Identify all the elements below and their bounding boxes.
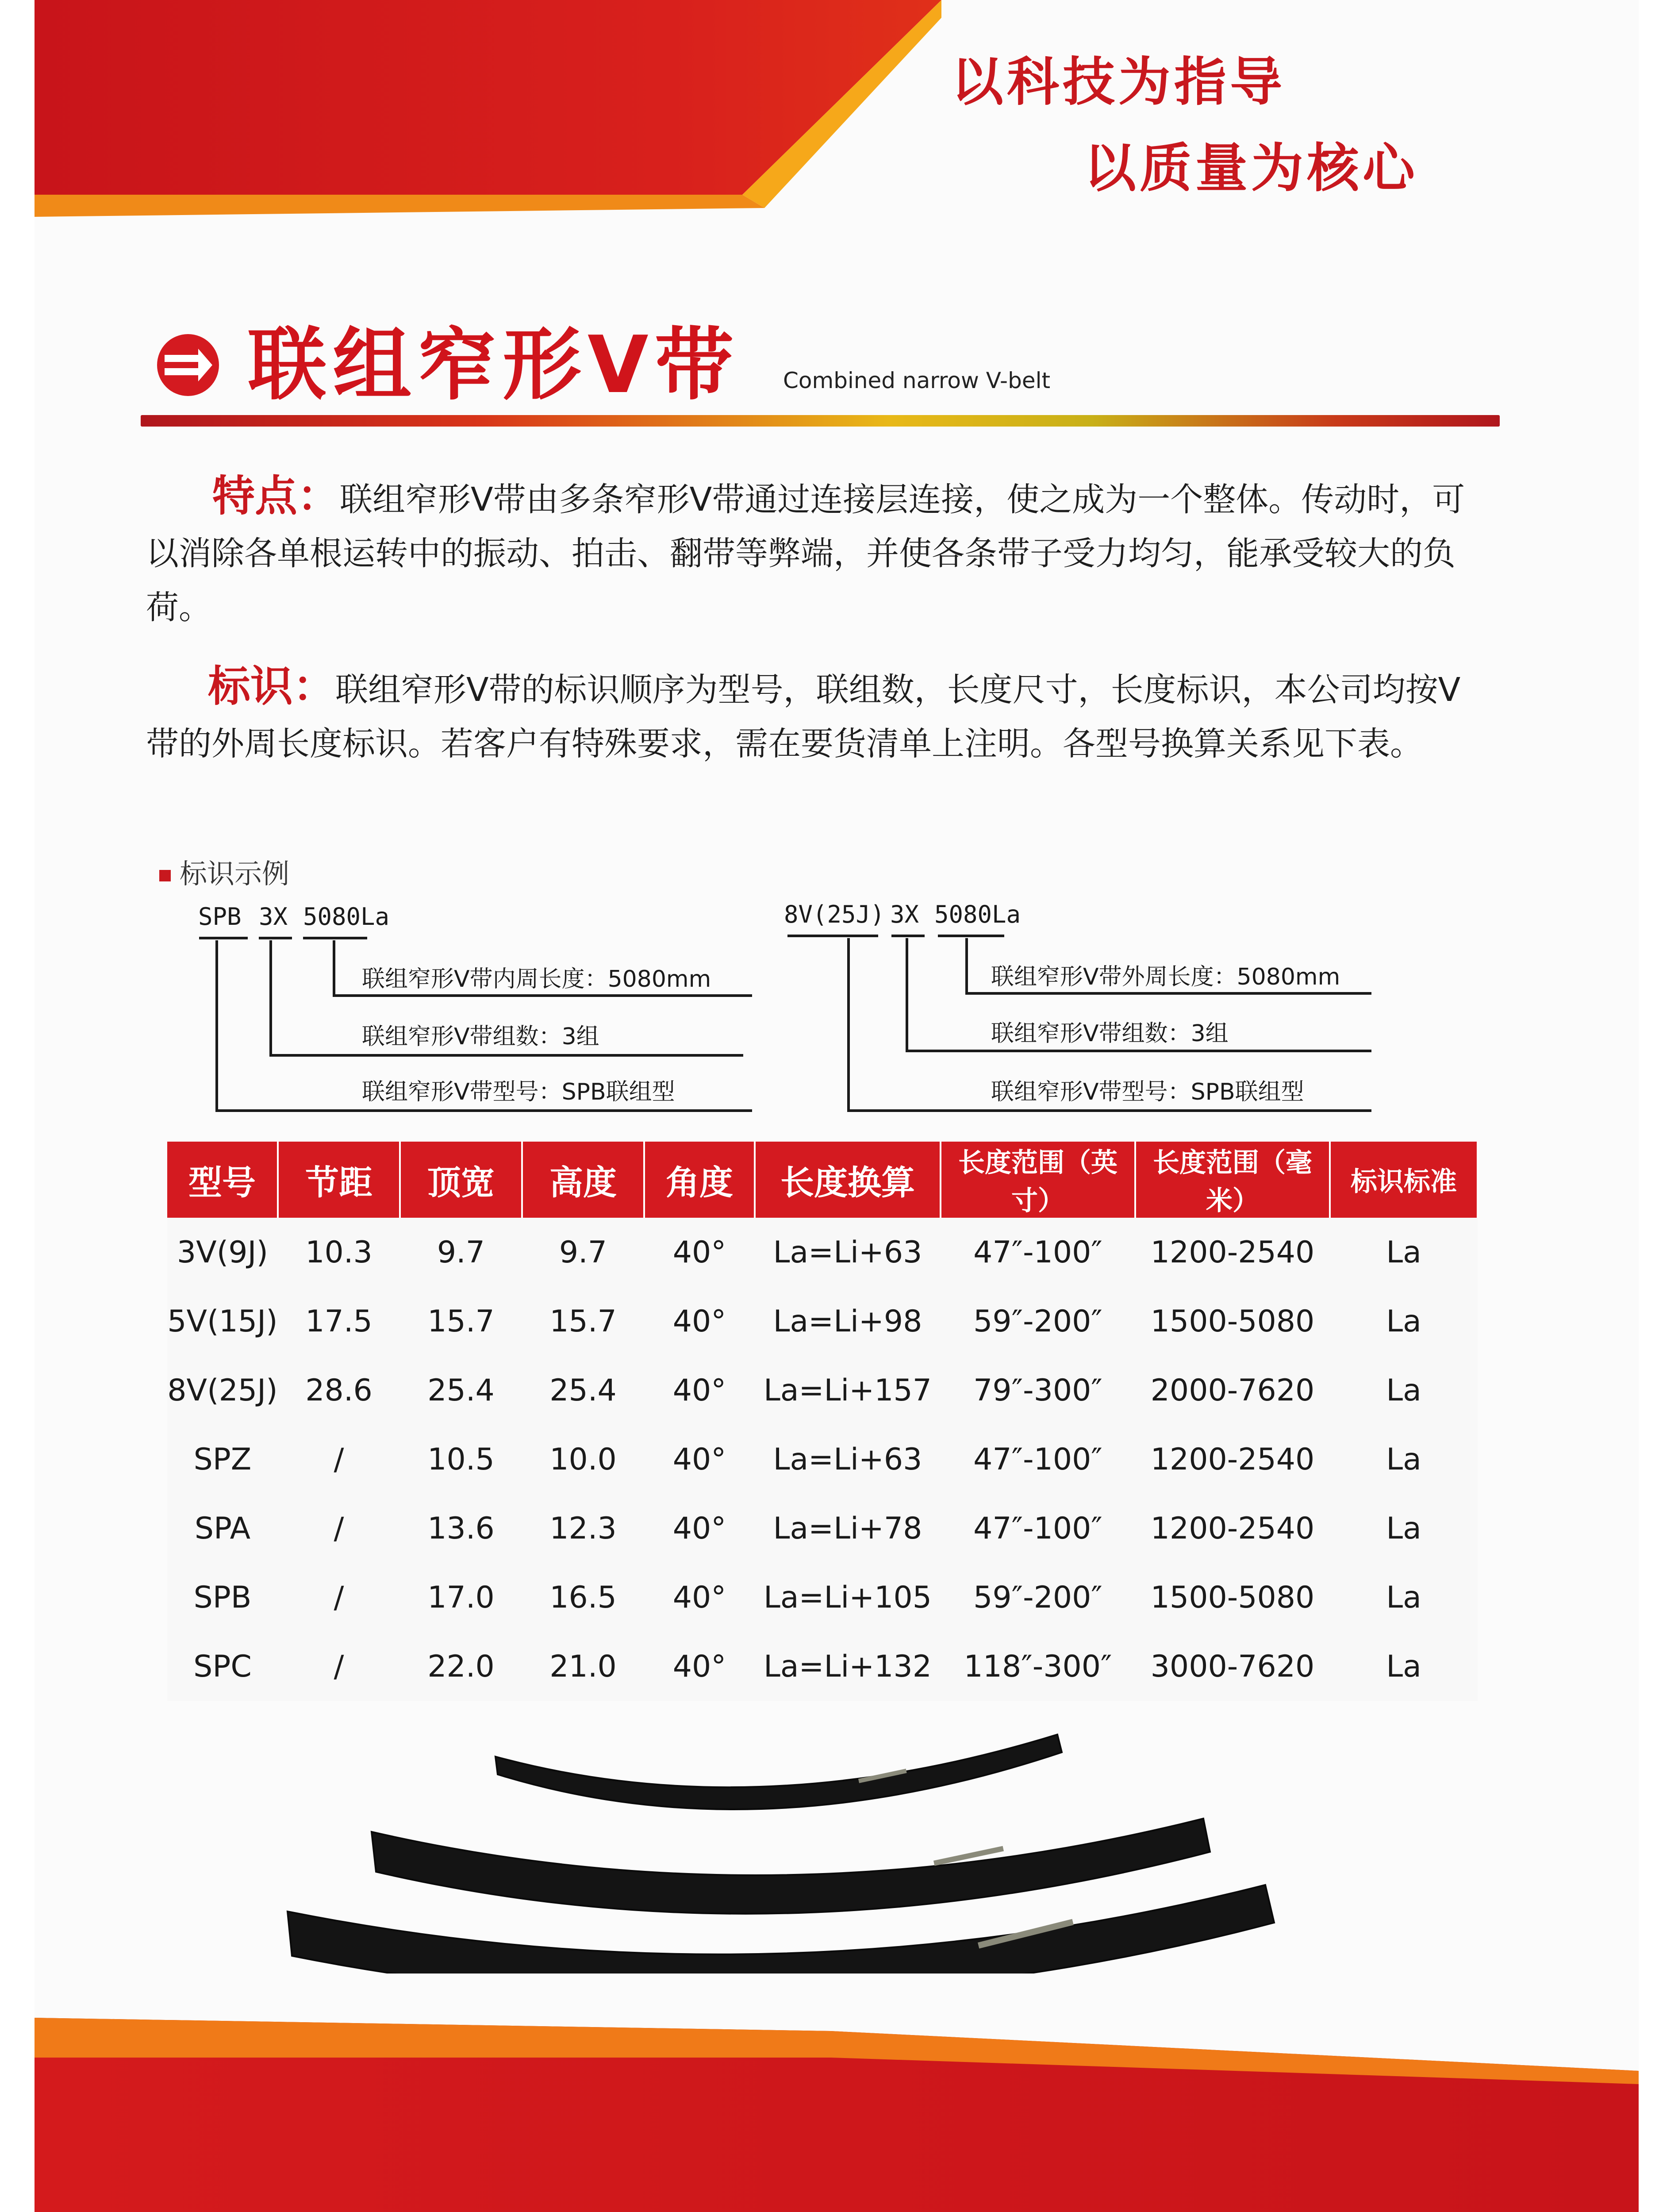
table-cell: 47″-100″ (973, 1511, 1102, 1546)
table-cell: 1200-2540 (1150, 1235, 1315, 1270)
table-row (167, 1287, 1478, 1356)
table-cell: 15.7 (427, 1304, 495, 1339)
table-cell: 79″-300″ (973, 1373, 1102, 1408)
table-header: 高度 (522, 1142, 644, 1218)
table-cell: La=Li+63 (773, 1235, 922, 1270)
table-header: 节距 (278, 1142, 400, 1218)
example-left-length: 5080La (303, 903, 390, 931)
table-header: 标识标准 (1330, 1142, 1478, 1218)
table-cell: 40° (672, 1442, 726, 1477)
example-left-type-label: 联组窄形V带型号：SPB联组型 (362, 1079, 675, 1105)
table-cell: 5V(15J) (167, 1304, 278, 1339)
spec-table (167, 1142, 1479, 1701)
table-cell: 40° (672, 1235, 726, 1270)
table-cell: SPB (193, 1580, 252, 1615)
example-left-type: SPB (198, 903, 242, 931)
table-cell: / (334, 1511, 344, 1546)
table-cell: 13.6 (427, 1511, 495, 1546)
table-body (167, 1218, 1478, 1701)
table-cell: 9.7 (559, 1235, 607, 1270)
bottom-red-banner (35, 2018, 1639, 2212)
table-cell: La (1386, 1580, 1421, 1615)
table-header-row (167, 1142, 1478, 1218)
example-right-type-label: 联组窄形V带型号：SPB联组型 (991, 1079, 1304, 1105)
table-cell: SPC (193, 1649, 252, 1684)
table-cell: 1200-2540 (1150, 1511, 1315, 1546)
table-cell: La=Li+98 (773, 1304, 922, 1339)
table-cell: 16.5 (549, 1580, 617, 1615)
table-cell: 40° (672, 1511, 726, 1546)
table-cell: 22.0 (427, 1649, 495, 1684)
table-cell: La=Li+132 (763, 1649, 932, 1684)
table-cell: 40° (672, 1580, 726, 1615)
table-row (167, 1563, 1478, 1632)
table-cell: 1500-5080 (1150, 1304, 1315, 1339)
table-cell: / (334, 1649, 344, 1684)
table-row (167, 1494, 1478, 1563)
table-cell: 118″-300″ (964, 1649, 1112, 1684)
table-cell: 17.5 (305, 1304, 373, 1339)
marking-label: 标识： (208, 662, 335, 711)
table-header: 长度范围（毫米） (1135, 1142, 1330, 1218)
table-cell: 10.5 (427, 1442, 495, 1477)
table-header: 角度 (644, 1142, 755, 1218)
belt-product-photo (248, 1726, 1310, 1973)
example-heading-text: 标识示例 (180, 858, 290, 890)
table-cell: 59″-200″ (973, 1580, 1102, 1615)
table-cell: 40° (672, 1649, 726, 1684)
example-left-groups: 3X (259, 903, 288, 931)
table-row (167, 1425, 1478, 1494)
table-cell: 40° (672, 1373, 726, 1408)
table-cell: 25.4 (427, 1373, 495, 1408)
table-header: 顶宽 (400, 1142, 522, 1218)
table-row (167, 1632, 1478, 1701)
example-right-groups-label: 联组窄形V带组数：3组 (991, 1020, 1229, 1047)
features-text: 联组窄形V带由多条窄形V带通过连接层连接，使之成为一个整体。传动时，可以消除各单根运转中的振动、拍击、翻带等弊端，并使各条带子受力均匀，能承受较大的负荷。 (146, 481, 1465, 627)
marking-text: 联组窄形V带的标识顺序为型号，联组数，长度尺寸，长度标识，本公司均按V带的外周长度标识。若客户有特殊要求，需在要货清单上注明。各型号换算关系见下表。 (146, 671, 1461, 763)
table-cell: La=Li+105 (763, 1580, 932, 1615)
example-right-length-label: 联组窄形V带外周长度：5080mm (991, 964, 1340, 990)
features-label: 特点： (212, 471, 340, 521)
table-cell: 1500-5080 (1150, 1580, 1315, 1615)
example-left-groups-label: 联组窄形V带组数：3组 (362, 1023, 599, 1050)
table-cell: 1200-2540 (1150, 1442, 1315, 1477)
table-cell: SPA (194, 1511, 251, 1546)
table-cell: 40° (672, 1304, 726, 1339)
table-cell: 2000-7620 (1150, 1373, 1315, 1408)
table-cell: / (334, 1442, 344, 1477)
table-cell: / (334, 1580, 344, 1615)
table-cell: 21.0 (549, 1649, 617, 1684)
table-cell: 28.6 (305, 1373, 373, 1408)
table-cell: 59″-200″ (973, 1304, 1102, 1339)
table-cell: 47″-100″ (973, 1235, 1102, 1270)
table-row (167, 1218, 1478, 1287)
table-row (167, 1356, 1478, 1425)
example-left-length-label: 联组窄形V带内周长度：5080mm (362, 966, 711, 993)
table-cell: La (1386, 1373, 1421, 1408)
table-cell: 10.0 (549, 1442, 617, 1477)
table-header: 型号 (167, 1142, 278, 1218)
table-cell: La (1386, 1235, 1421, 1270)
table-cell: 15.7 (549, 1304, 617, 1339)
table-cell: 10.3 (305, 1235, 373, 1270)
slogan-2: 以质量为核心 (1084, 138, 1419, 199)
table-header: 长度范围（英寸） (941, 1142, 1135, 1218)
table-cell: 3000-7620 (1150, 1649, 1315, 1684)
example-right-groups: 3X (890, 900, 919, 928)
table-header: 长度换算 (755, 1142, 941, 1218)
page-title-english: Combined narrow V-belt (783, 368, 1051, 393)
table-cell: 3V(9J) (177, 1235, 269, 1270)
table-cell: La=Li+157 (763, 1373, 932, 1408)
table-cell: 12.3 (549, 1511, 617, 1546)
example-right-type: 8V(25J) (784, 900, 885, 928)
table-cell: 9.7 (437, 1235, 485, 1270)
table-cell: La (1386, 1511, 1421, 1546)
slogan-1: 以科技为指导 (951, 51, 1286, 112)
table-cell: La (1386, 1304, 1421, 1339)
table-cell: La (1386, 1442, 1421, 1477)
example-right-length: 5080La (934, 900, 1021, 928)
table-cell: La=Li+63 (773, 1442, 922, 1477)
table-cell: SPZ (193, 1442, 252, 1477)
page-title: 联组窄形V带 (248, 319, 740, 411)
table-cell: 8V(25J) (167, 1373, 278, 1408)
table-cell: La=Li+78 (773, 1511, 922, 1546)
table-cell: La (1386, 1649, 1421, 1684)
table-cell: 47″-100″ (973, 1442, 1102, 1477)
table-cell: 17.0 (427, 1580, 495, 1615)
table-cell: 25.4 (549, 1373, 617, 1408)
